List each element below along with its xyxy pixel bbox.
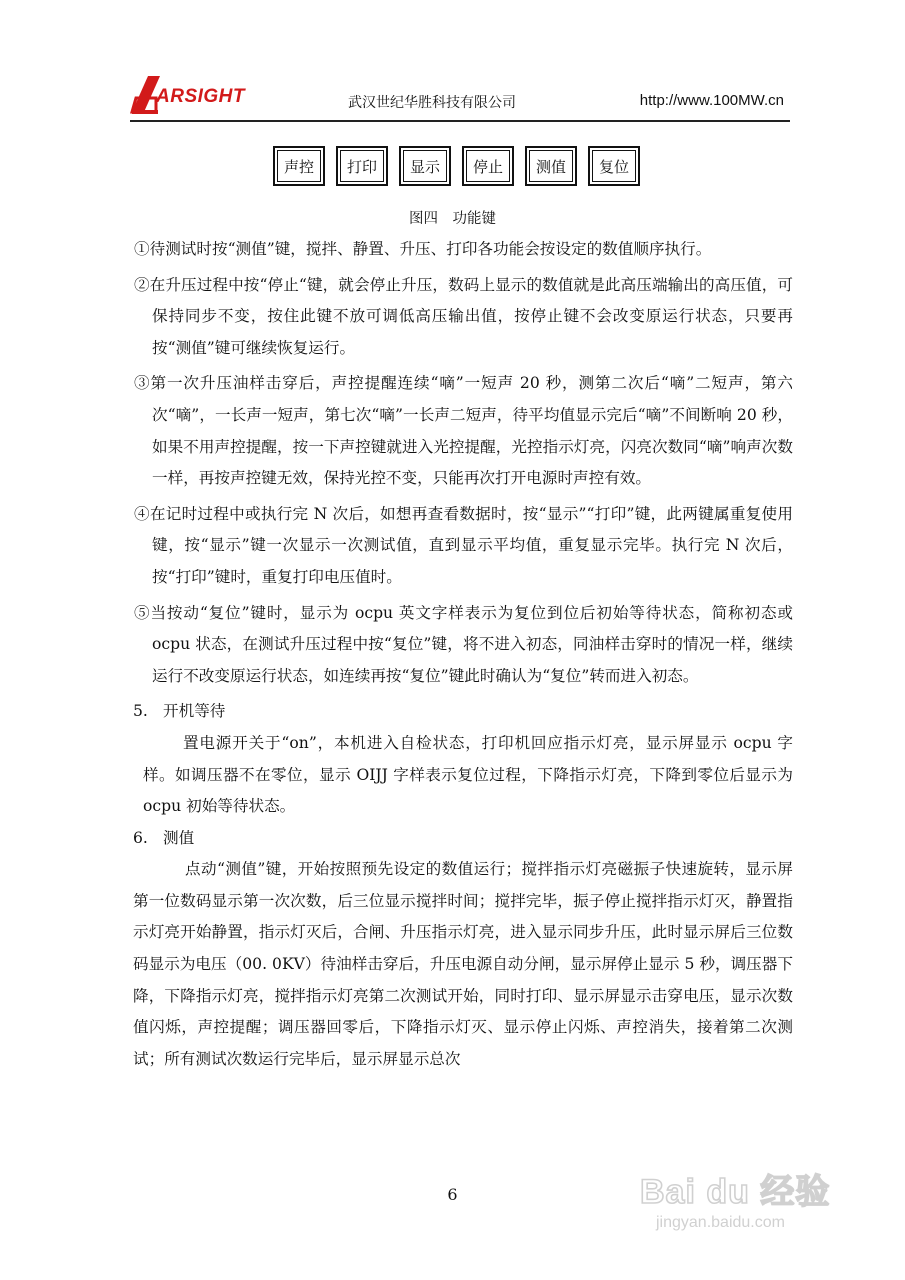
list-item: ⑤当按动“复位”键时，显示为 ocpu 英文字样表示为复位到位后初始等待状态，简称初态或 ocpu 状态，在测试升压过程中按“复位”键，将不进入初态，同油样击穿时的情况一样，继续运行不改变原运行状态，如连续再按“复位”键此时确认为“复位”转而进入初态。 [134,603,793,685]
figure-caption: 图四 功能键 [409,211,496,227]
section-heading [133,696,793,728]
key-stop [462,146,514,186]
watermark-url: jingyan.baidu.com [656,1214,785,1231]
section-title: 测值 [163,828,195,847]
list-item: ④在记时过程中或执行完 N 次后，如想再查看数据时，按“显示”“打印”键，此两键属重复使用键，按“显示”键一次显示一次测试值，直到显示平均值，重复显示完毕。执行完 N 次后，按“打印”键时，重复打印电压值时。 [134,504,793,586]
section-number: 6. [133,828,148,847]
list-item: ①待测试时按“测值”键，搅拌、静置、升压、打印各功能会按设定的数值顺序执行。 [134,240,712,258]
function-keys-figure [273,146,640,186]
key-voice-control [273,146,325,186]
header-rule [130,120,790,122]
key-measure [525,146,577,186]
list-item: ②在升压过程中按“停止“键，就会停止升压，数码上显示的数值就是此高压端输出的高压值，可保持同步不变，按住此键不放可调低高压输出值，按停止键不会改变原运行状态，只要再按“测值”键可继续恢复运行。 [134,275,793,357]
page-header [130,72,790,122]
key-label: 停止 [466,150,510,182]
key-reset [588,146,640,186]
key-display [399,146,451,186]
watermark-brand: Bai du 经验 [640,1173,831,1211]
company-url: http://www.100MW.cn [639,92,784,109]
key-label: 打印 [340,150,384,182]
section-paragraph: 置电源开关于“on”，本机进入自检状态，打印机回应指示灯亮，显示屏显示 ocpu 字样。如调压器不在零位，显示 OIJJ 字样表示复位过程，下降指示灯亮，下降到零位后显示为 ocpu 初始等待状态。 [143,733,793,816]
section-paragraph: 点动“测值”键，开始按照预先设定的数值运行；搅拌指示灯亮磁振子快速旋转，显示屏第一位数码显示第一次次数，后三位显示搅拌时间；搅拌完毕，振子停止搅拌指示灯灭，静置指示灯亮开始静置，指示灯灭后，合闸、升压指示灯亮，进入显示同步升压，此时显示屏后三位数码显示为电压（00. 0KV）待油样击穿后，升压电源自动分闸，显示屏停止显示 5 秒，调压器下降，下降指示灯亮，搅拌指示灯亮第二次测试开始，同时打印、显示屏显示击穿电压，显示次数值闪烁，声控提醒；调压器回零后，下降指示灯灭、显示停止闪烁、声控消失，接着第二次测试；所有测试次数运行完毕后，显示屏显示总次 [133,860,793,1068]
list-item: ③第一次升压油样击穿后，声控提醒连续“嘀”一短声 20 秒，测第二次后“嘀”二短声，第六次“嘀”，一长声一短声，第七次“嘀”一长声二短声，待平均值显示完后“嘀”不间断响 20 秒，如果不用声控提醒，按一下声控键就进入光控提醒，光控指示灯亮，闪亮次数同“嘀”响声次数一样，再按声控键无效，保持光控不变，只能再次打开电源时声控有效。 [134,374,793,488]
key-label: 声控 [277,150,321,182]
company-name: 武汉世纪华胜科技有限公司 [348,95,516,111]
key-label: 复位 [592,150,636,182]
page-number: 6 [447,1185,458,1204]
key-print [336,146,388,186]
section-title: 开机等待 [163,702,226,721]
section-heading [133,823,793,855]
watermark [636,1164,836,1244]
company-logo [130,72,260,116]
logo-text: ARSIGHT [156,86,245,107]
section-number: 5. [133,702,148,721]
key-label: 测值 [529,150,573,182]
key-label: 显示 [403,150,447,182]
document-body [133,234,793,1075]
